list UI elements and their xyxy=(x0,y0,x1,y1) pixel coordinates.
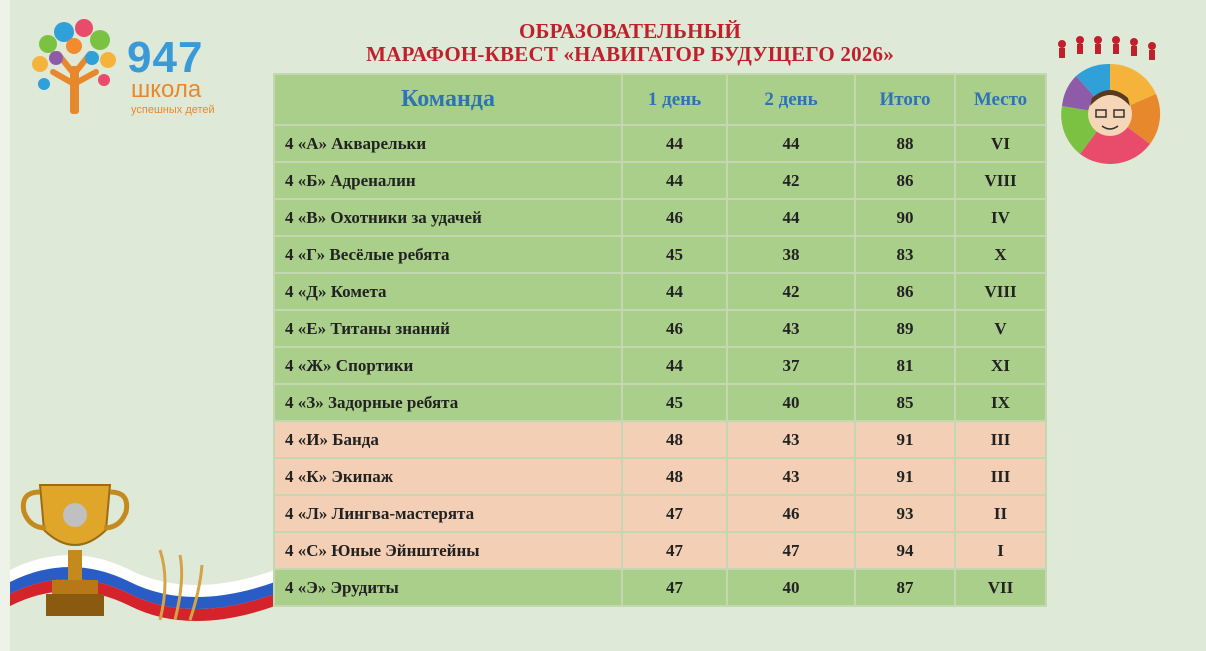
header-day1: 1 день xyxy=(622,74,727,125)
place-cell: XI xyxy=(955,347,1046,384)
day2-cell: 37 xyxy=(727,347,855,384)
team-cell: 4 «И» Банда xyxy=(274,421,622,458)
day2-cell: 46 xyxy=(727,495,855,532)
team-cell: 4 «А» Акварельки xyxy=(274,125,622,162)
school-tree-logo-icon xyxy=(28,14,124,118)
day2-cell: 44 xyxy=(727,125,855,162)
table-header-row xyxy=(274,74,1046,125)
day2-cell: 38 xyxy=(727,236,855,273)
table-row xyxy=(274,458,1046,495)
total-cell: 87 xyxy=(855,569,955,606)
table-row xyxy=(274,421,1046,458)
day1-cell: 48 xyxy=(622,458,727,495)
place-cell: VIII xyxy=(955,162,1046,199)
day2-cell: 43 xyxy=(727,421,855,458)
place-cell: IV xyxy=(955,199,1046,236)
team-cell: 4 «Э» Эрудиты xyxy=(274,569,622,606)
place-cell: V xyxy=(955,310,1046,347)
day1-cell: 47 xyxy=(622,495,727,532)
place-cell: VII xyxy=(955,569,1046,606)
total-cell: 89 xyxy=(855,310,955,347)
place-cell: II xyxy=(955,495,1046,532)
header-team: Команда xyxy=(274,74,622,125)
day2-cell: 43 xyxy=(727,458,855,495)
logo-number: 947 xyxy=(127,33,204,82)
total-cell: 83 xyxy=(855,236,955,273)
day2-cell: 43 xyxy=(727,310,855,347)
team-cell: 4 «Л» Лингва-мастерята xyxy=(274,495,622,532)
day2-cell: 40 xyxy=(727,569,855,606)
day1-cell: 46 xyxy=(622,199,727,236)
total-cell: 86 xyxy=(855,162,955,199)
page-title xyxy=(260,20,1000,66)
logo-word: школа xyxy=(131,76,202,103)
total-cell: 91 xyxy=(855,421,955,458)
trophy-decoration xyxy=(10,470,280,640)
school-logo xyxy=(28,14,228,124)
title-line-2: МАРАФОН-КВЕСТ «НАВИГАТОР БУДУЩЕГО 2026» xyxy=(366,42,894,66)
table-row xyxy=(274,199,1046,236)
team-cell: 4 «Е» Титаны знаний xyxy=(274,310,622,347)
total-cell: 81 xyxy=(855,347,955,384)
navigator-emblem-icon xyxy=(1040,14,1180,174)
team-cell: 4 «Ж» Спортики xyxy=(274,347,622,384)
team-cell: 4 «К» Экипаж xyxy=(274,458,622,495)
day1-cell: 48 xyxy=(622,421,727,458)
table-row xyxy=(274,310,1046,347)
day2-cell: 44 xyxy=(727,199,855,236)
day1-cell: 47 xyxy=(622,532,727,569)
table-row xyxy=(274,495,1046,532)
left-edge-stripe xyxy=(0,0,10,651)
total-cell: 94 xyxy=(855,532,955,569)
day1-cell: 44 xyxy=(622,347,727,384)
team-cell: 4 «Г» Весёлые ребята xyxy=(274,236,622,273)
total-cell: 93 xyxy=(855,495,955,532)
table-row xyxy=(274,236,1046,273)
table-row xyxy=(274,384,1046,421)
team-cell: 4 «Б» Адреналин xyxy=(274,162,622,199)
place-cell: III xyxy=(955,421,1046,458)
total-cell: 90 xyxy=(855,199,955,236)
total-cell: 85 xyxy=(855,384,955,421)
day1-cell: 45 xyxy=(622,236,727,273)
day2-cell: 40 xyxy=(727,384,855,421)
day1-cell: 47 xyxy=(622,569,727,606)
header-day2: 2 день xyxy=(727,74,855,125)
place-cell: X xyxy=(955,236,1046,273)
total-cell: 86 xyxy=(855,273,955,310)
day2-cell: 42 xyxy=(727,162,855,199)
header-total: Итого xyxy=(855,74,955,125)
table-row xyxy=(274,273,1046,310)
results-table xyxy=(273,73,1047,607)
table-row xyxy=(274,347,1046,384)
logo-tagline: успешных детей xyxy=(131,104,215,116)
table-row xyxy=(274,569,1046,606)
day2-cell: 47 xyxy=(727,532,855,569)
day1-cell: 46 xyxy=(622,310,727,347)
header-place: Место xyxy=(955,74,1046,125)
day1-cell: 44 xyxy=(622,125,727,162)
place-cell: VIII xyxy=(955,273,1046,310)
table-row xyxy=(274,162,1046,199)
day1-cell: 45 xyxy=(622,384,727,421)
place-cell: I xyxy=(955,532,1046,569)
total-cell: 88 xyxy=(855,125,955,162)
place-cell: VI xyxy=(955,125,1046,162)
team-cell: 4 «Д» Комета xyxy=(274,273,622,310)
title-line-1: ОБРАЗОВАТЕЛЬНЫЙ xyxy=(519,19,741,43)
team-cell: 4 «С» Юные Эйнштейны xyxy=(274,532,622,569)
table-row xyxy=(274,532,1046,569)
place-cell: III xyxy=(955,458,1046,495)
table-row xyxy=(274,125,1046,162)
day1-cell: 44 xyxy=(622,162,727,199)
day2-cell: 42 xyxy=(727,273,855,310)
team-cell: 4 «В» Охотники за удачей xyxy=(274,199,622,236)
day1-cell: 44 xyxy=(622,273,727,310)
total-cell: 91 xyxy=(855,458,955,495)
place-cell: IX xyxy=(955,384,1046,421)
team-cell: 4 «З» Задорные ребята xyxy=(274,384,622,421)
